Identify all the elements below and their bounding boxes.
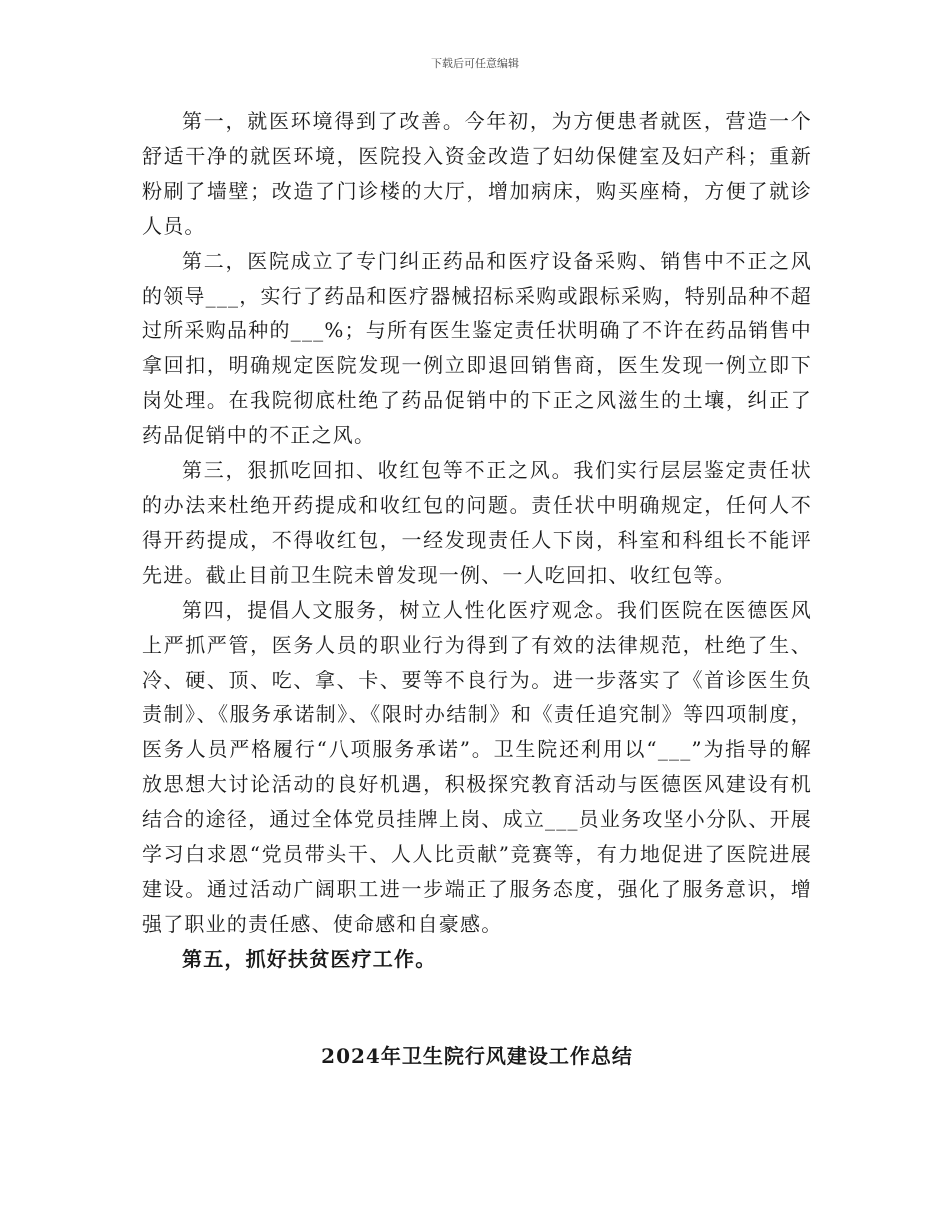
header-note: 下载后可任意编辑 [431, 57, 519, 70]
paragraph-1: 第一，就医环境得到了改善。今年初，为方便患者就医，营造一个舒适干净的就医环境，医院投入资金改造了妇幼保健室及妇产科；重新粉刷了墙壁；改造了门诊楼的大厅，增加病床，购买座椅，方便了就诊人员。 [142, 109, 812, 238]
document-title: 2024年卫生院行风建设工作总结 [321, 1044, 633, 1068]
section-heading-5: 第五，抓好扶贫医疗工作。 [182, 946, 437, 971]
paragraph-4: 第四，提倡人文服务，树立人性化医疗观念。我们医院在医德医风上严抓严管，医务人员的职业行为得到了有效的法律规范，杜绝了生、冷、硬、顶、吃、拿、卡、要等不良行为。进一步落实了《首诊医生负责制》、《服务承诺制》、《限时办结制》和《责任追究制》等四项制度，医务人员严格履行“八项服务承诺”。卫生院还利用以“___”为指导的解放思想大讨论活动的良好机遇，积极探究教育活动与医德医风建设有机结合的途径，通过全体党员挂牌上岗、成立___员业务攻坚小分队、开展学习白求恩“党员带头干、人人比贡献”竞赛等，有力地促进了医院进展建设。通过活动广阔职工进一步端正了服务态度，强化了服务意识，增强了职业的责任感、使命感和自豪感。 [142, 597, 812, 936]
paragraph-2: 第二，医院成立了专门纠正药品和医疗设备采购、销售中不正之风的领导___，实行了药品和医疗器械招标采购或跟标采购，特别品种不超过所采购品种的___%；与所有医生鉴定责任状明确了不许在药品销售中拿回扣，明确规定医院发现一例立即退回销售商，医生发现一例立即下岗处理。在我院彻底杜绝了药品促销中的下正之风滋生的土壤，纠正了药品促销中的不正之风。 [142, 248, 812, 448]
paragraph-3: 第三，狠抓吃回扣、收红包等不正之风。我们实行层层鉴定责任状的办法来杜绝开药提成和收红包的问题。责任状中明确规定，任何人不得开药提成，不得收红包，一经发现责任人下岗，科室和科组长不能评先进。截止目前卫生院未曾发现一例、一人吃回扣、收红包等。 [142, 458, 812, 587]
document-body [142, 104, 812, 977]
